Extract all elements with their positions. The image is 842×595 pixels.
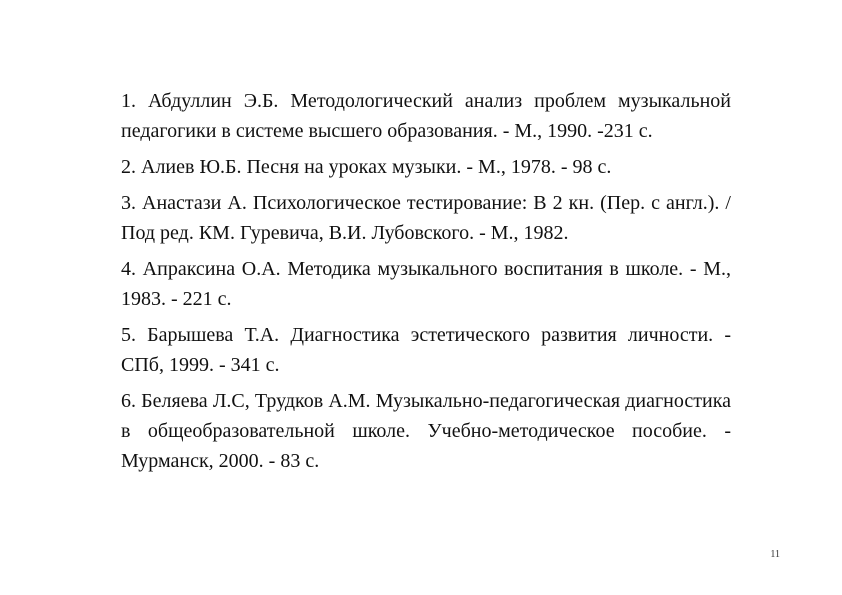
bibliography-entry: 4. Апраксина О.А. Методика музыкального воспитания в школе. - М., 1983. - 221 с. (121, 258, 731, 310)
bibliography-entry: 5. Барышева Т.А. Диагностика эстетического развития личности. - СПб, 1999. - 341 с. (121, 324, 731, 376)
bibliography-list (121, 86, 731, 482)
bibliography-entry: 1. Абдуллин Э.Б. Методологический анализ проблем музыкальной педагогики в системе высшего образования. - М., 1990. -231 с. (121, 90, 731, 142)
bibliography-entry: 2. Алиев Ю.Б. Песня на уроках музыки. - М., 1978. - 98 с. (121, 156, 612, 178)
bibliography-entry: 6. Беляева Л.С, Трудков А.М. Музыкально-педагогическая диагностика в общеобразовательной школе. Учебно-методическое пособие. - Мурманск, 2000. - 83 с. (121, 390, 731, 472)
page-number: 11 (770, 549, 780, 560)
bibliography-entry: 3. Анастази А. Психологическое тестирование: В 2 кн. (Пер. с англ.). /Под ред. КМ. Гуревича, В.И. Лубовского. - М., 1982. (121, 192, 731, 244)
